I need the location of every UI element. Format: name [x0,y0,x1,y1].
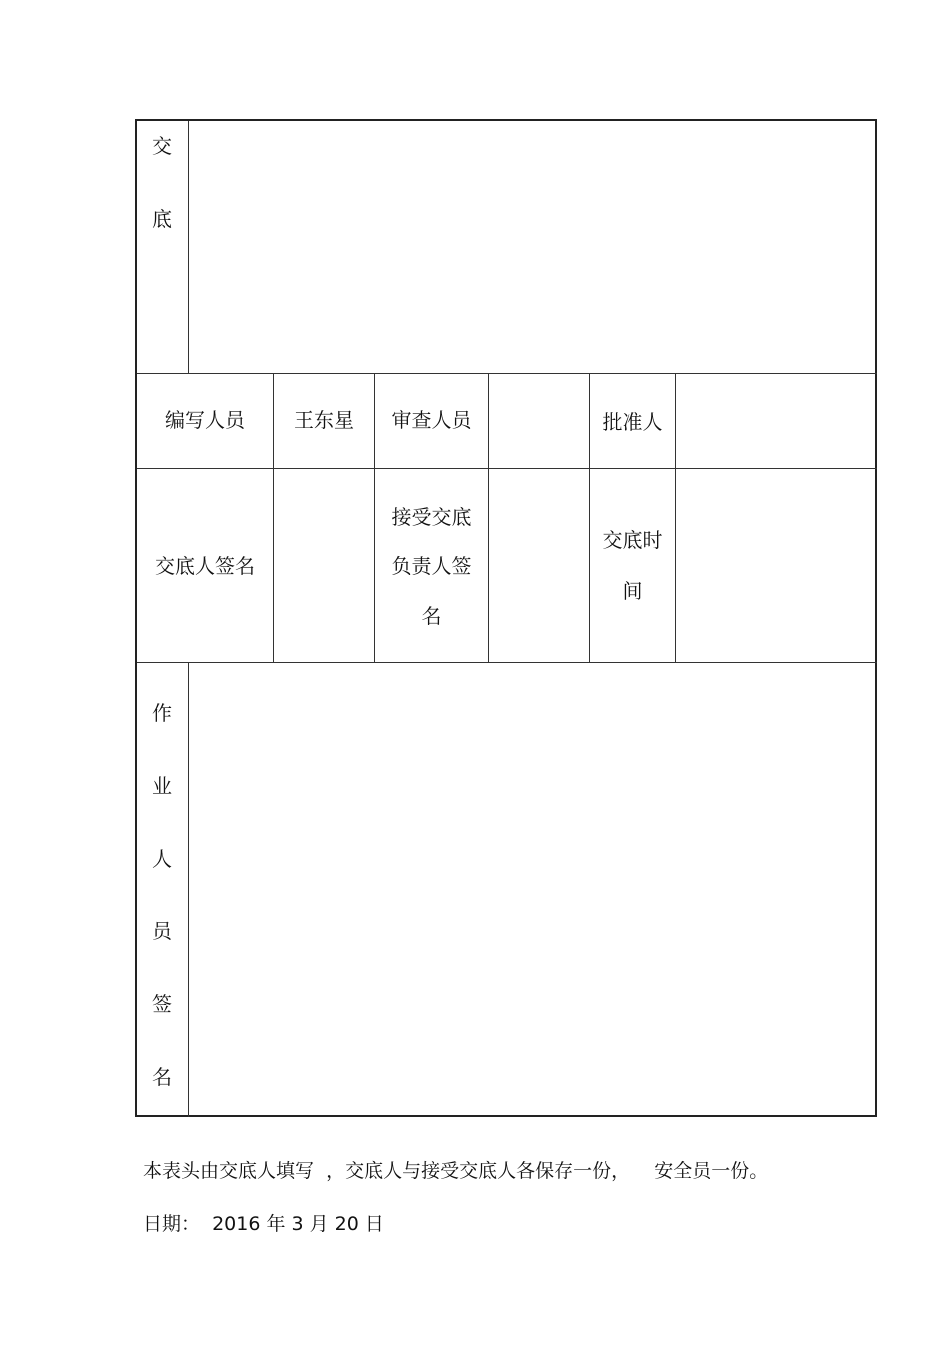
reviewer-label: 审查人员 [391,408,472,432]
row-divider-2 [137,468,877,469]
disclosure-time-label-line-2: 间 [622,579,643,603]
footer-date: 日期： 2016 年 3 月 20 日 [143,1213,384,1235]
receiver-label-line-2: 负责人签 [391,554,472,578]
approver-label: 批准人 [602,410,663,434]
footer-note: 本表头由交底人填写 ，交底人与接受交底人各保存一份， 安全员一份。 [143,1160,769,1182]
workers-label-char-6: 名 [152,1065,172,1089]
workers-signature-area[interactable] [189,663,877,1117]
col-divider-e [675,373,676,662]
disclosure-label-char-1: 交 [152,134,172,158]
workers-label-char-2: 业 [152,774,172,798]
disclosure-label-char-2: 底 [152,207,172,231]
row-divider-1 [137,373,877,374]
author-label: 编写人员 [165,408,245,432]
disclosure-time-label-line-1: 交底时 [602,528,663,552]
disclosure-content-area[interactable] [189,121,877,373]
col-divider-c [488,373,489,662]
disclosure-form-table [135,119,877,1117]
disclosure-label [137,121,187,373]
author-value[interactable]: 王东星 [294,408,354,432]
workers-label-char-5: 签 [152,992,172,1016]
workers-label-char-1: 作 [152,701,172,725]
receiver-label-line-1: 接受交底 [391,505,472,529]
workers-signature-label [137,662,187,1117]
workers-label-char-3: 人 [152,847,172,871]
workers-label-char-4: 员 [152,919,172,943]
receiver-label-line-3: 名 [421,604,442,628]
discloser-signature-label: 交底人签名 [155,554,255,578]
